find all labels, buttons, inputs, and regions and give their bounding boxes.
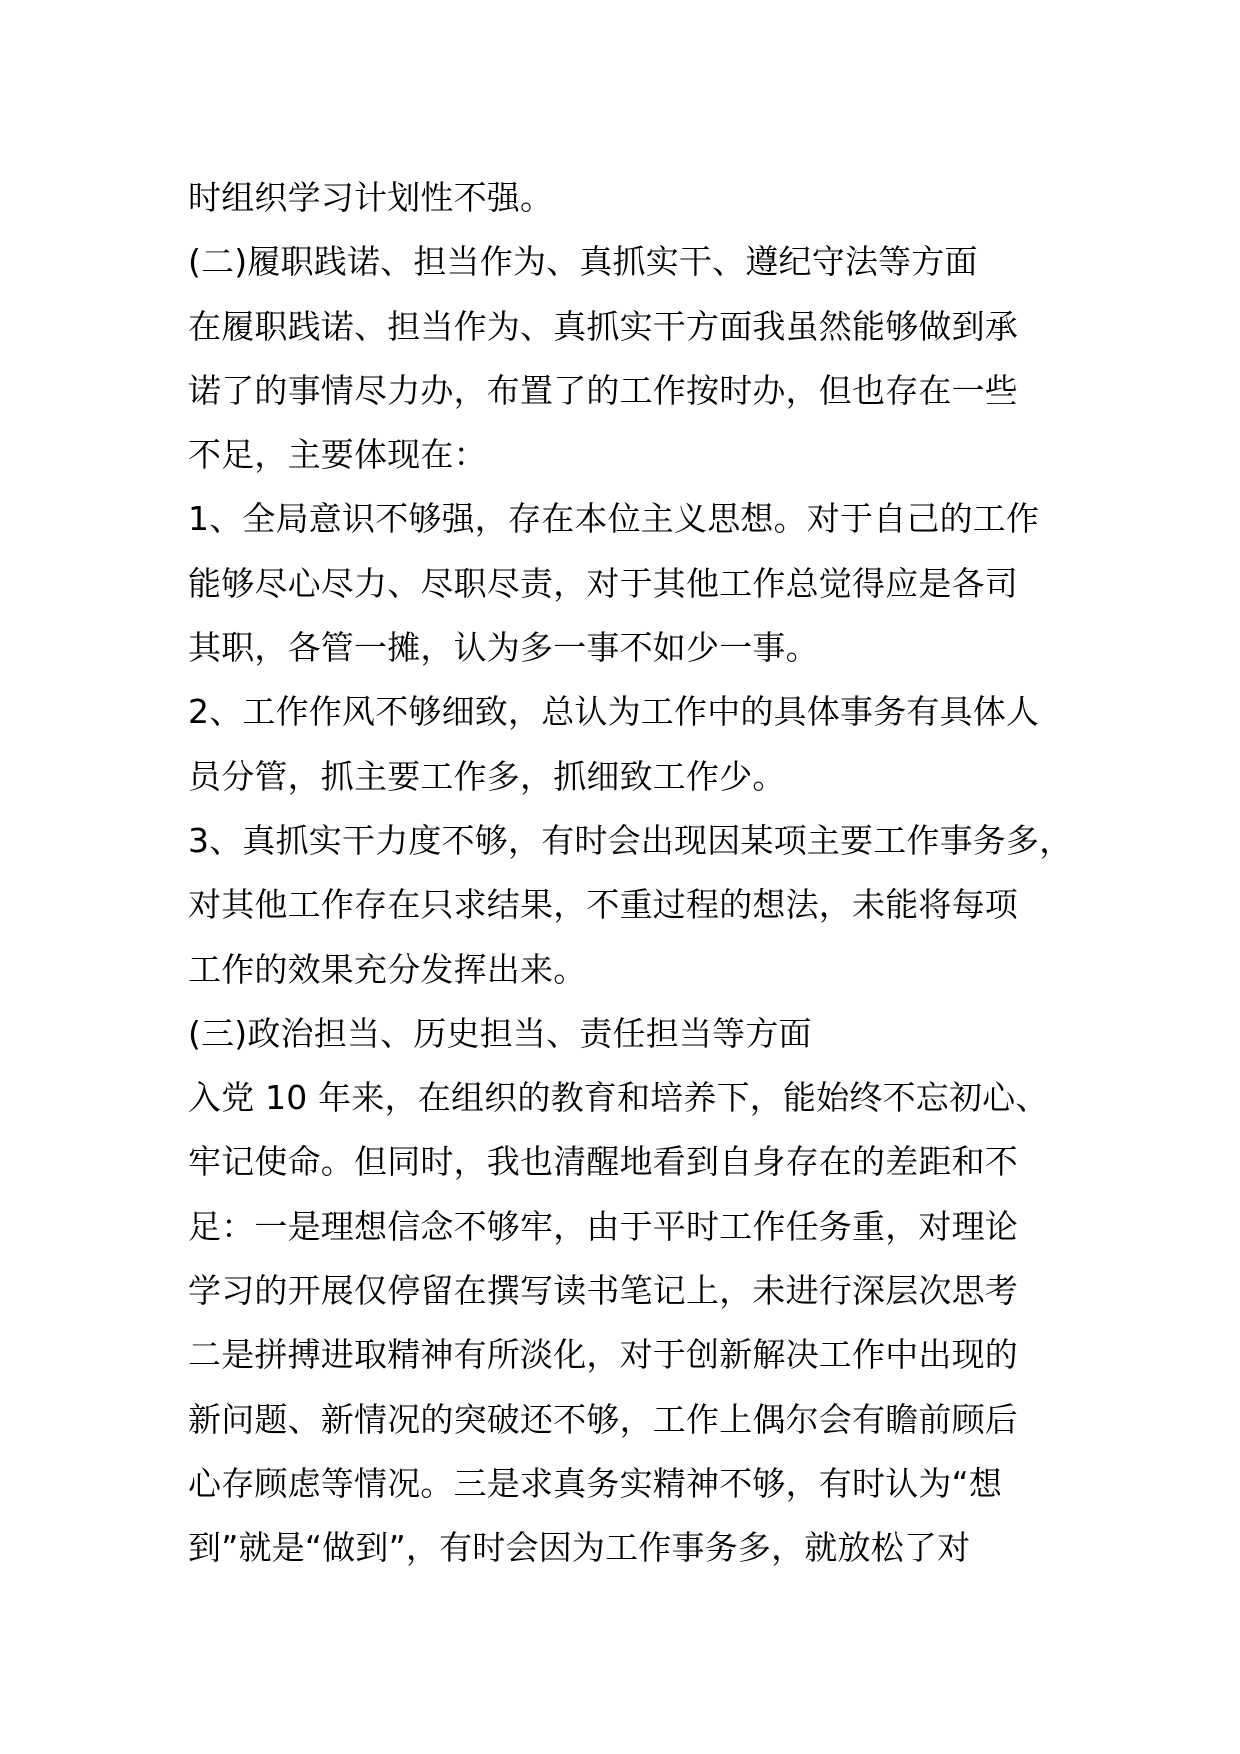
document-body [188, 166, 1088, 1581]
text-line: 时组织学习计划性不强。 [188, 178, 554, 217]
section-heading: (二)履职践诺、担当作为、真抓实干、遵纪守法等方面 [188, 242, 978, 282]
section-heading: (三)政治担当、历史担当、责任担当等方面 [188, 1013, 812, 1053]
text-line: 到”就是“做到”，有时会因为工作事务多，就放松了对 [188, 1528, 971, 1568]
text-line: 入党 10 年来，在组织的教育和培养下，能始终不忘初心、 [188, 1078, 1049, 1118]
text-line: 学习的开展仅停留在撰写读书笔记上，未进行深层次思考 [188, 1271, 1018, 1311]
text-line: 心存顾虑等情况。三是求真务实精神不够，有时认为“想 [188, 1463, 1003, 1503]
text-line: 工作的效果充分发挥出来。 [188, 949, 587, 989]
list-item-2: 2、工作作风不够细致，总认为工作中的具体事务有具体人 [188, 692, 1040, 732]
list-item-1: 1、全局意识不够强，存在本位主义思想。对于自己的工作 [188, 499, 1040, 539]
list-item-3: 3、真抓实干力度不够，有时会出现因某项主要工作事务多， [188, 820, 1073, 860]
text-line: 新问题、新情况的突破还不够，工作上偶尔会有瞻前顾后 [188, 1399, 1018, 1439]
text-line: 对其他工作存在只求结果，不重过程的想法，未能将每项 [188, 885, 1018, 925]
text-line: 员分管，抓主要工作多，抓细致工作少。 [188, 756, 786, 796]
text-line: 足：一是理想信念不够牢，由于平时工作任务重，对理论 [188, 1206, 1018, 1246]
text-line: 在履职践诺、担当作为、真抓实干方面我虽然能够做到承 [188, 306, 1018, 346]
text-line: 牢记使命。但同时，我也清醒地看到自身存在的差距和不 [188, 1142, 1018, 1182]
text-line: 不足，主要体现在： [188, 435, 487, 475]
text-line: 诺了的事情尽力办，布置了的工作按时办，但也存在一些 [188, 370, 1018, 410]
text-line: 其职，各管一摊，认为多一事不如少一事。 [188, 628, 819, 668]
text-line: 二是拼搏进取精神有所淡化，对于创新解决工作中出现的 [188, 1335, 1018, 1375]
text-line: 能够尽心尽力、尽职尽责，对于其他工作总觉得应是各司 [188, 563, 1018, 603]
